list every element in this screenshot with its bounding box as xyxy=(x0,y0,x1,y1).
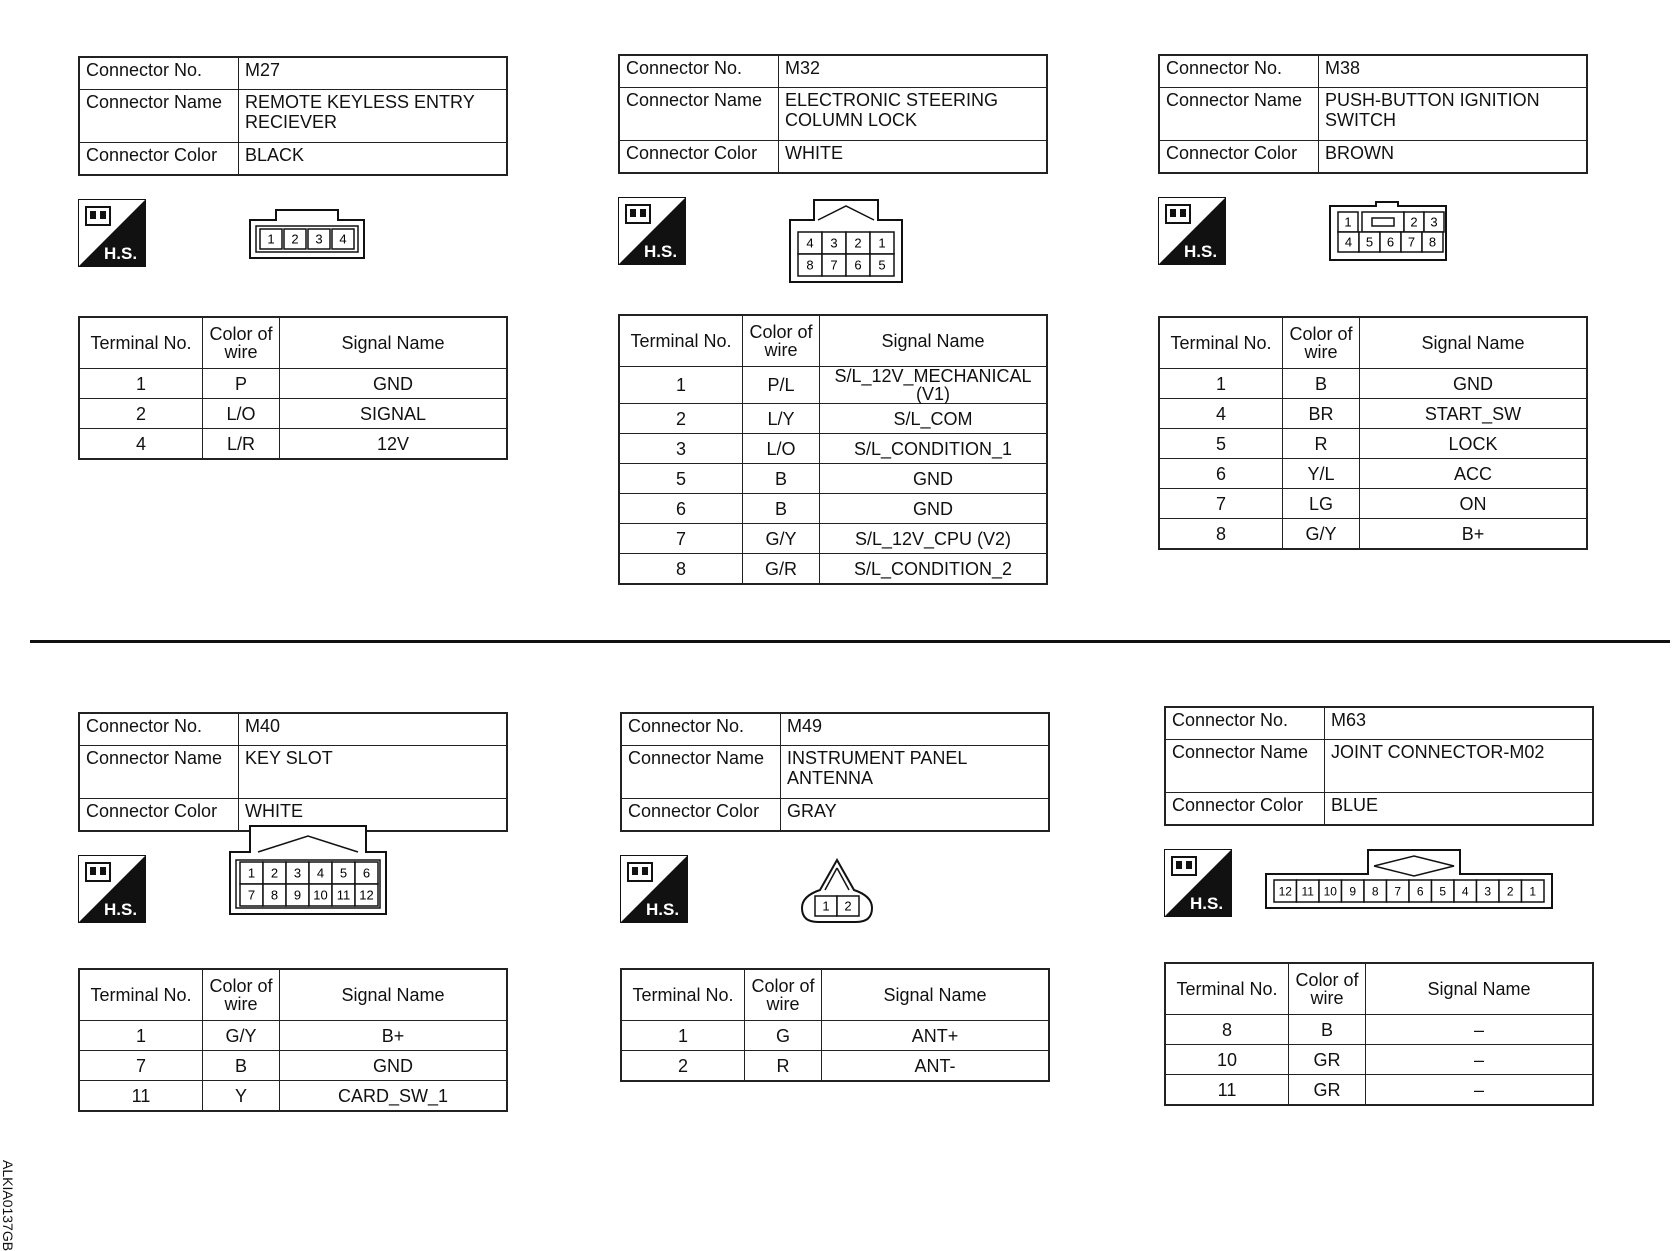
wire-color-header: Color of wire xyxy=(743,315,820,367)
connector-color-label: Connector Color xyxy=(621,799,781,832)
pin-number: 1 xyxy=(247,865,256,881)
connector-face-diagram xyxy=(1264,848,1554,910)
terminal-number: 7 xyxy=(79,1051,203,1081)
signal-name: S/L_CONDITION_1 xyxy=(820,434,1048,464)
signal-name: GND xyxy=(1360,369,1588,399)
connector-color-label: Connector Color xyxy=(79,799,239,832)
signal-name-header: Signal Name xyxy=(1360,317,1588,369)
signal-name: GND xyxy=(280,369,508,399)
pin-number: 11 xyxy=(336,887,351,903)
connector-block-m40 xyxy=(78,712,508,1192)
connector-face-diagram xyxy=(228,824,388,916)
terminal-number: 5 xyxy=(1159,429,1283,459)
terminal-row xyxy=(621,1051,1049,1082)
wire-color: BR xyxy=(1283,399,1360,429)
signal-name: START_SW xyxy=(1360,399,1588,429)
connector-color-value: WHITE xyxy=(779,141,1048,174)
harness-side-icon xyxy=(620,855,688,923)
info-row xyxy=(79,143,507,176)
pin-number: 4 xyxy=(339,231,347,247)
hs-label: H.S. xyxy=(104,900,138,919)
terminal-row xyxy=(1159,399,1587,429)
terminal-number: 10 xyxy=(1165,1045,1289,1075)
connector-number-label: Connector No. xyxy=(1165,707,1325,740)
pin-number: 5 xyxy=(1439,884,1447,899)
wire-color: P/L xyxy=(743,367,820,404)
connector-info-table xyxy=(620,712,1050,832)
wire-color: B xyxy=(743,464,820,494)
terminal-table xyxy=(620,968,1050,1082)
connector-info-table xyxy=(1158,54,1588,174)
pin-number: 8 xyxy=(806,257,814,273)
harness-side-icon xyxy=(618,197,686,265)
pin-number: 6 xyxy=(1386,234,1395,250)
wire-color: GR xyxy=(1289,1045,1366,1075)
info-row xyxy=(79,713,507,746)
terminal-row xyxy=(619,367,1047,404)
terminal-row xyxy=(1165,1015,1593,1045)
terminal-header-row xyxy=(1165,963,1593,1015)
pin-number: 4 xyxy=(316,865,325,881)
signal-name: SIGNAL xyxy=(280,399,508,429)
signal-name: S/L_12V_CPU (V2) xyxy=(820,524,1048,554)
pin-number: 5 xyxy=(1365,234,1374,250)
connector-name-label: Connector Name xyxy=(1165,740,1325,793)
connector-block-m49 xyxy=(620,712,1050,1192)
wire-color-header: Color of wire xyxy=(745,969,822,1021)
connector-number-label: Connector No. xyxy=(619,55,779,88)
signal-name: ACC xyxy=(1360,459,1588,489)
signal-name: B+ xyxy=(280,1021,508,1051)
connector-color-value: WHITE xyxy=(239,799,508,832)
hs-label: H.S. xyxy=(1184,242,1218,261)
pin-number: 10 xyxy=(313,887,328,903)
terminal-number: 2 xyxy=(79,399,203,429)
pin-number: 8 xyxy=(1428,234,1437,250)
signal-name-header: Signal Name xyxy=(1366,963,1594,1015)
info-row xyxy=(619,141,1047,174)
signal-name: – xyxy=(1366,1045,1594,1075)
pin-number: 7 xyxy=(1407,234,1416,250)
terminal-number: 3 xyxy=(619,434,743,464)
terminal-row xyxy=(619,524,1047,554)
pin-number: 4 xyxy=(806,235,814,251)
connector-color-value: BLACK xyxy=(239,143,508,176)
hs-label: H.S. xyxy=(646,900,680,919)
pin-number: 1 xyxy=(267,231,275,247)
info-row xyxy=(621,746,1049,799)
wire-color: G/Y xyxy=(1283,519,1360,550)
connector-info-table xyxy=(78,56,508,176)
terminal-no-header: Terminal No. xyxy=(79,317,203,369)
terminal-number: 8 xyxy=(1159,519,1283,550)
wire-color: Y xyxy=(203,1081,280,1112)
connector-number-label: Connector No. xyxy=(79,713,239,746)
connector-info-table xyxy=(618,54,1048,174)
hs-label: H.S. xyxy=(1190,894,1224,913)
terminal-number: 11 xyxy=(79,1081,203,1112)
signal-name: S/L_CONDITION_2 xyxy=(820,554,1048,585)
terminal-number: 2 xyxy=(619,404,743,434)
terminal-no-header: Terminal No. xyxy=(621,969,745,1021)
connector-face-diagram xyxy=(248,206,368,260)
terminal-row xyxy=(1159,429,1587,459)
pin-number: 2 xyxy=(291,231,299,247)
terminal-no-header: Terminal No. xyxy=(1165,963,1289,1015)
connector-name-value: PUSH-BUTTON IGNITION SWITCH xyxy=(1319,88,1588,141)
terminal-number: 6 xyxy=(1159,459,1283,489)
info-row xyxy=(1159,55,1587,88)
pin-number: 2 xyxy=(854,235,862,251)
wire-color: L/Y xyxy=(743,404,820,434)
info-row xyxy=(1165,793,1593,826)
terminal-number: 7 xyxy=(619,524,743,554)
signal-name: ANT+ xyxy=(822,1021,1050,1051)
wire-color: G/Y xyxy=(743,524,820,554)
pin-number: 7 xyxy=(247,887,256,903)
info-row xyxy=(1165,740,1593,793)
signal-name: – xyxy=(1366,1075,1594,1106)
terminal-table xyxy=(618,314,1048,585)
signal-name: CARD_SW_1 xyxy=(280,1081,508,1112)
terminal-header-row xyxy=(619,315,1047,367)
connector-face-diagram xyxy=(1328,200,1448,262)
info-row xyxy=(621,799,1049,832)
pin-number: 3 xyxy=(293,865,302,881)
terminal-number: 4 xyxy=(79,429,203,460)
terminal-row xyxy=(619,404,1047,434)
signal-name: 12V xyxy=(280,429,508,460)
info-row xyxy=(619,88,1047,141)
wire-color: R xyxy=(1283,429,1360,459)
hs-label: H.S. xyxy=(104,244,138,263)
info-row xyxy=(79,90,507,143)
signal-name: GND xyxy=(820,464,1048,494)
terminal-row xyxy=(79,1081,507,1112)
connector-color-value: GRAY xyxy=(781,799,1050,832)
signal-name: LOCK xyxy=(1360,429,1588,459)
connector-number-value: M40 xyxy=(239,713,508,746)
wire-color: Y/L xyxy=(1283,459,1360,489)
connector-number-value: M49 xyxy=(781,713,1050,746)
terminal-number: 7 xyxy=(1159,489,1283,519)
wire-color-header: Color of wire xyxy=(1289,963,1366,1015)
pin-number: 1 xyxy=(1529,884,1537,899)
connector-name-label: Connector Name xyxy=(621,746,781,799)
terminal-row xyxy=(79,1021,507,1051)
connector-name-label: Connector Name xyxy=(79,90,239,143)
terminal-header-row xyxy=(621,969,1049,1021)
pin-number: 3 xyxy=(1430,214,1438,230)
terminal-table xyxy=(1164,962,1594,1106)
connector-info-table xyxy=(1164,706,1594,826)
wire-color: G/Y xyxy=(203,1021,280,1051)
pin-number: 3 xyxy=(830,235,838,251)
terminal-row xyxy=(79,429,507,460)
pin-number: 4 xyxy=(1461,884,1469,899)
connector-color-label: Connector Color xyxy=(79,143,239,176)
connector-name-value: INSTRUMENT PANEL ANTENNA xyxy=(781,746,1050,799)
terminal-row xyxy=(1159,369,1587,399)
terminal-number: 1 xyxy=(79,369,203,399)
connector-name-label: Connector Name xyxy=(1159,88,1319,141)
wire-color-header: Color of wire xyxy=(1283,317,1360,369)
figure-code: ALKIA0137GB xyxy=(0,1160,16,1251)
terminal-number: 8 xyxy=(619,554,743,585)
info-row xyxy=(621,713,1049,746)
pin-number: 2 xyxy=(1410,214,1418,230)
connector-color-label: Connector Color xyxy=(619,141,779,174)
connector-name-label: Connector Name xyxy=(619,88,779,141)
terminal-row xyxy=(619,434,1047,464)
wire-color: L/O xyxy=(203,399,280,429)
terminal-number: 1 xyxy=(79,1021,203,1051)
wire-color: L/O xyxy=(743,434,820,464)
pin-number: 7 xyxy=(1394,884,1402,899)
connector-number-value: M63 xyxy=(1325,707,1594,740)
terminal-no-header: Terminal No. xyxy=(1159,317,1283,369)
terminal-no-header: Terminal No. xyxy=(79,969,203,1021)
terminal-number: 1 xyxy=(1159,369,1283,399)
connector-block-m27 xyxy=(78,56,508,536)
terminal-number: 6 xyxy=(619,494,743,524)
terminal-row xyxy=(79,399,507,429)
wire-color: GR xyxy=(1289,1075,1366,1106)
pin-number: 10 xyxy=(1323,884,1337,899)
signal-name: S/L_COM xyxy=(820,404,1048,434)
signal-name: – xyxy=(1366,1015,1594,1045)
terminal-row xyxy=(621,1021,1049,1051)
pin-number: 12 xyxy=(359,887,374,903)
wire-color: L/R xyxy=(203,429,280,460)
terminal-number: 8 xyxy=(1165,1015,1289,1045)
signal-name-header: Signal Name xyxy=(280,317,508,369)
pin-number: 6 xyxy=(854,257,862,273)
pin-number: 4 xyxy=(1344,234,1353,250)
connector-block-m63 xyxy=(1164,706,1594,1186)
wire-color-header: Color of wire xyxy=(203,969,280,1021)
terminal-row xyxy=(79,1051,507,1081)
terminal-number: 5 xyxy=(619,464,743,494)
terminal-number: 4 xyxy=(1159,399,1283,429)
terminal-row xyxy=(79,369,507,399)
terminal-row xyxy=(1159,489,1587,519)
signal-name-header: Signal Name xyxy=(822,969,1050,1021)
wire-color: R xyxy=(745,1051,822,1082)
pin-number: 6 xyxy=(362,865,371,881)
info-row xyxy=(619,55,1047,88)
connector-block-m38 xyxy=(1158,54,1588,544)
info-row xyxy=(1159,141,1587,174)
terminal-number: 1 xyxy=(621,1021,745,1051)
wire-color: LG xyxy=(1283,489,1360,519)
pin-number: 11 xyxy=(1301,884,1314,899)
info-row xyxy=(79,57,507,90)
pin-number: 1 xyxy=(822,898,830,914)
pin-number: 1 xyxy=(878,235,886,251)
terminal-row xyxy=(619,494,1047,524)
connector-color-value: BLUE xyxy=(1325,793,1594,826)
terminal-row xyxy=(1165,1075,1593,1106)
wire-color-header: Color of wire xyxy=(203,317,280,369)
wire-color: G/R xyxy=(743,554,820,585)
connector-number-label: Connector No. xyxy=(1159,55,1319,88)
signal-name: B+ xyxy=(1360,519,1588,550)
pin-number: 9 xyxy=(1349,884,1357,899)
signal-name: GND xyxy=(280,1051,508,1081)
terminal-header-row xyxy=(79,317,507,369)
terminal-table xyxy=(78,316,508,460)
connector-number-label: Connector No. xyxy=(79,57,239,90)
terminal-header-row xyxy=(79,969,507,1021)
terminal-number: 2 xyxy=(621,1051,745,1082)
pin-number: 8 xyxy=(1371,884,1379,899)
pin-number: 2 xyxy=(270,865,279,881)
connector-color-value: BROWN xyxy=(1319,141,1588,174)
pin-number: 3 xyxy=(315,231,323,247)
harness-side-icon xyxy=(78,199,146,267)
terminal-number: 11 xyxy=(1165,1075,1289,1106)
pin-number: 5 xyxy=(339,865,348,881)
signal-name-header: Signal Name xyxy=(280,969,508,1021)
wire-color: B xyxy=(1283,369,1360,399)
connector-face-diagram xyxy=(788,198,904,284)
signal-name-header: Signal Name xyxy=(820,315,1048,367)
pin-number: 2 xyxy=(844,898,852,914)
signal-name: ON xyxy=(1360,489,1588,519)
connector-name-value: ELECTRONIC STEERING COLUMN LOCK xyxy=(779,88,1048,141)
connector-block-m32 xyxy=(618,54,1048,579)
terminal-row xyxy=(1159,519,1587,550)
pin-number: 9 xyxy=(293,887,302,903)
terminal-no-header: Terminal No. xyxy=(619,315,743,367)
hs-label: H.S. xyxy=(644,242,678,261)
wire-color: B xyxy=(203,1051,280,1081)
connector-info-table xyxy=(78,712,508,832)
connector-number-value: M38 xyxy=(1319,55,1588,88)
connector-name-value: KEY SLOT xyxy=(239,746,508,799)
signal-name: ANT- xyxy=(822,1051,1050,1082)
wire-color: B xyxy=(743,494,820,524)
connector-name-value: JOINT CONNECTOR-M02 xyxy=(1325,740,1594,793)
info-row xyxy=(1159,88,1587,141)
signal-name: GND xyxy=(820,494,1048,524)
pin-number: 7 xyxy=(830,257,838,273)
pin-number: 12 xyxy=(1278,884,1292,899)
connector-number-value: M27 xyxy=(239,57,508,90)
connector-color-label: Connector Color xyxy=(1159,141,1319,174)
terminal-number: 1 xyxy=(619,367,743,404)
connector-face-diagram xyxy=(800,858,874,924)
pin-number: 8 xyxy=(270,887,279,903)
pin-number: 5 xyxy=(878,257,886,273)
connector-number-label: Connector No. xyxy=(621,713,781,746)
pin-number: 6 xyxy=(1416,884,1424,899)
terminal-row xyxy=(619,464,1047,494)
connector-number-value: M32 xyxy=(779,55,1048,88)
terminal-header-row xyxy=(1159,317,1587,369)
info-row xyxy=(1165,707,1593,740)
info-row xyxy=(79,746,507,799)
wire-color: G xyxy=(745,1021,822,1051)
pin-number: 3 xyxy=(1484,884,1492,899)
harness-side-icon xyxy=(1158,197,1226,265)
pin-number: 2 xyxy=(1506,884,1514,899)
harness-side-icon xyxy=(1164,849,1232,917)
terminal-row xyxy=(1165,1045,1593,1075)
wire-color: P xyxy=(203,369,280,399)
connector-name-label: Connector Name xyxy=(79,746,239,799)
connector-color-label: Connector Color xyxy=(1165,793,1325,826)
terminal-row xyxy=(1159,459,1587,489)
terminal-table xyxy=(78,968,508,1112)
wire-color: B xyxy=(1289,1015,1366,1045)
harness-side-icon xyxy=(78,855,146,923)
connector-name-value: REMOTE KEYLESS ENTRY RECIEVER xyxy=(239,90,508,143)
signal-name: S/L_12V_MECHANICAL (V1) xyxy=(820,367,1048,404)
pin-number: 1 xyxy=(1344,214,1352,230)
section-divider xyxy=(30,640,1670,643)
terminal-table xyxy=(1158,316,1588,550)
terminal-row xyxy=(619,554,1047,585)
